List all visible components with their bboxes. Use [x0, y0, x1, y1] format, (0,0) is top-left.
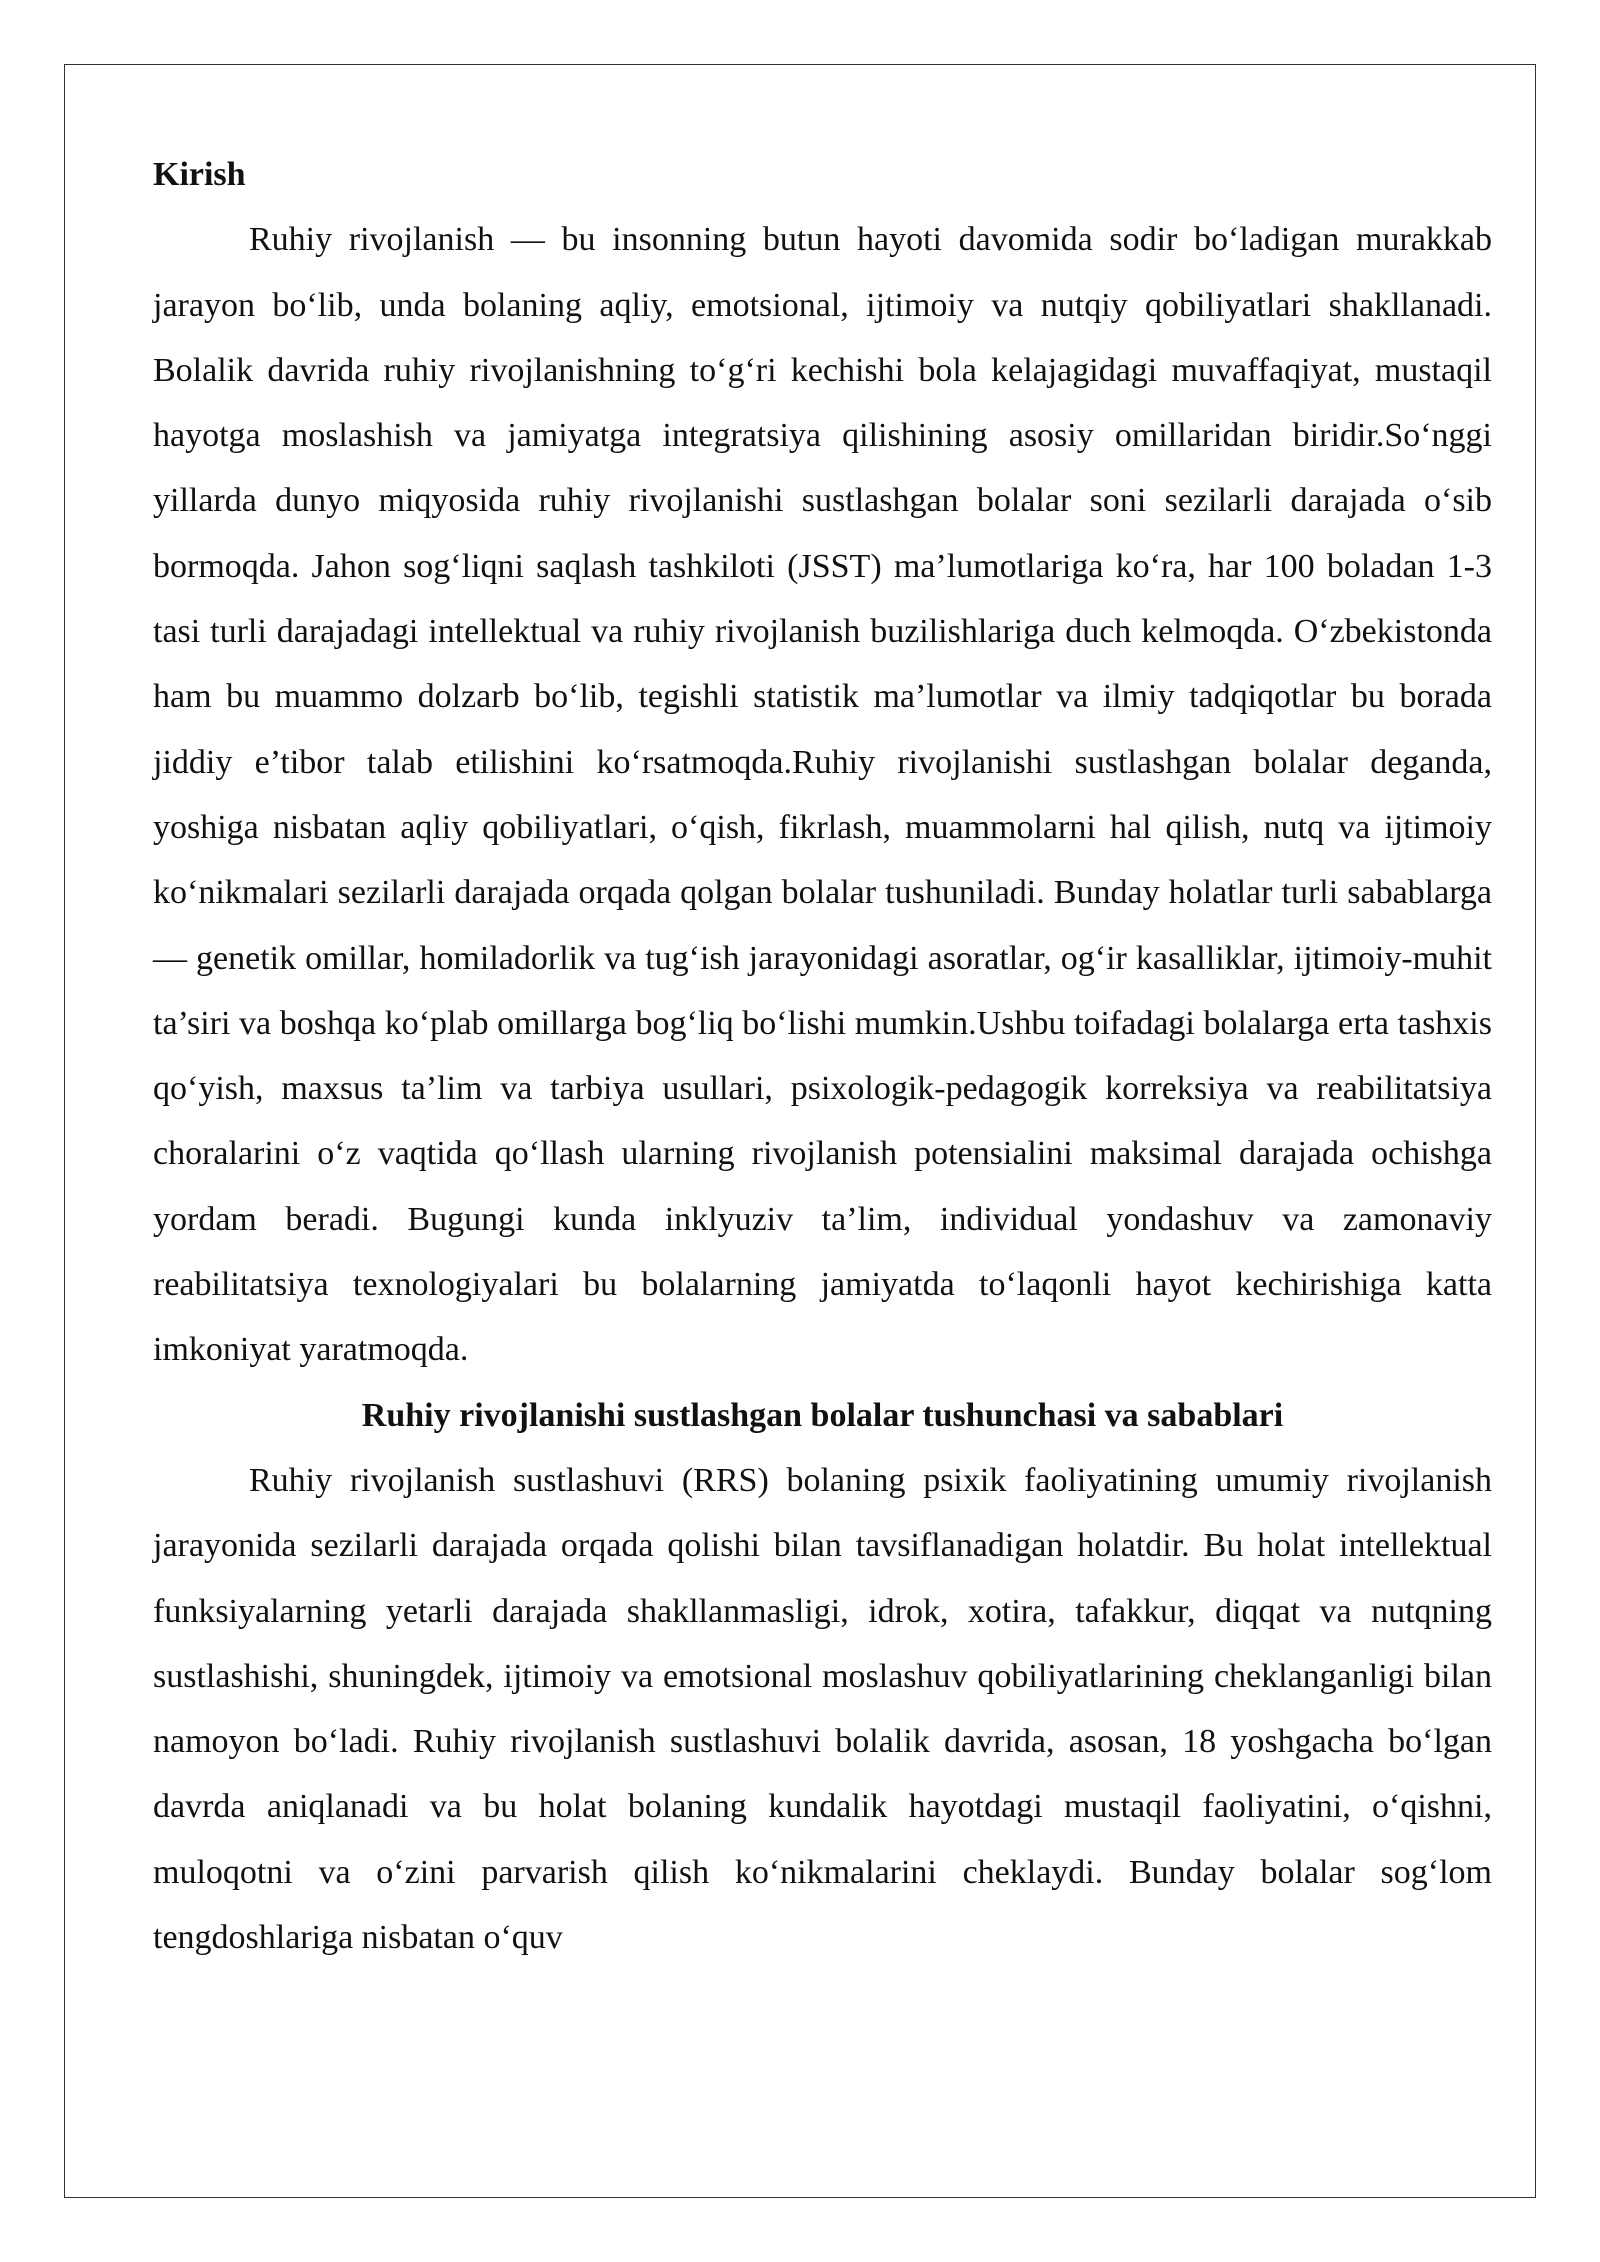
- intro-paragraph: Ruhiy rivojlanish — bu insonning butun hayoti davomida sodir bo‘ladigan murakkab jarayon bo‘lib, unda bolaning aqliy, emotsional, ijtimoiy va nutqiy qobiliyatlari shakllanadi. Bolalik davrida ruhiy rivojlanishning to‘g‘ri kechishi bola kelajagidagi muvaffaqiyat, mustaqil hayotga moslashish va jamiyatga integratsiya qilishining asosiy omillaridan biridir.So‘nggi yillarda dunyo miqyosida ruhiy rivojlanishi sustlashgan bolalar soni sezilarli darajada o‘sib bormoqda. Jahon sog‘liqni saqlash tashkiloti (JSST) ma’lumotlariga ko‘ra, har 100 boladan 1-3 tasi turli darajadagi intellektual va ruhiy rivojlanish buzilishlariga duch kelmoqda. O‘zbekistonda ham bu muammo dolzarb bo‘lib, tegishli statistik ma’lumotlar va ilmiy tadqiqotlar bu borada jiddiy e’tibor talab etilishini ko‘rsatmoqda.Ruhiy rivojlanishi sustlashgan bolalar deganda, yoshiga nisbatan aqliy qobiliyatlari, o‘qish, fikrlash, muammolarni hal qilish, nutq va ijtimoiy ko‘nikmalari sezilarli darajada orqada qolgan bolalar tushuniladi. Bunday holatlar turli sabablarga — genetik omillar, homiladorlik va tug‘ish jarayonidagi asoratlar, og‘ir kasalliklar, ijtimoiy-muhit ta’siri va boshqa ko‘plab omillarga bog‘liq bo‘lishi mumkin.Ushbu toifadagi bolalarga erta tashxis qo‘yish, maxsus ta’lim va tarbiya usullari, psixologik-pedagogik korreksiya va reabilitatsiya choralarini o‘z vaqtida qo‘llash ularning rivojlanish potensialini maksimal darajada ochishga yordam beradi. Bugungi kunda inklyuziv ta’lim, individual yondashuv va zamonaviy reabilitatsiya texnologiyalari bu bolalarning jamiyatda to‘laqonli hayot kechirishiga katta imkoniyat yaratmoqda.: [153, 221, 1492, 1369]
- section-paragraph: Ruhiy rivojlanish sustlashuvi (RRS) bolaning psixik faoliyatining umumiy rivojlanish jarayonida sezilarli darajada orqada qolishi bilan tavsiflanadigan holatdir. Bu holat intellektual funksiyalarning yetarli darajada shakllanmasligi, idrok, xotira, tafakkur, diqqat va nutqning sustlashishi, shuningdek, ijtimoiy va emotsional moslashuv qobiliyatlarining cheklanganligi bilan namoyon bo‘ladi. Ruhiy rivojlanish sustlashuvi bolalik davrida, asosan, 18 yoshgacha bo‘lgan davrda aniqlanadi va bu holat bolaning kundalik hayotdagi mustaqil faoliyatini, o‘qishni, muloqotni va o‘zini parvarish qilish ko‘nikmalarini cheklaydi. Bunday bolalar sog‘lom tengdoshlariga nisbatan o‘quv: [153, 1461, 1492, 1957]
- document-body: [153, 142, 1492, 1970]
- intro-heading: Kirish: [153, 156, 246, 193]
- section-heading: Ruhiy rivojlanishi sustlashgan bolalar tushunchasi va sabablari: [361, 1396, 1284, 1434]
